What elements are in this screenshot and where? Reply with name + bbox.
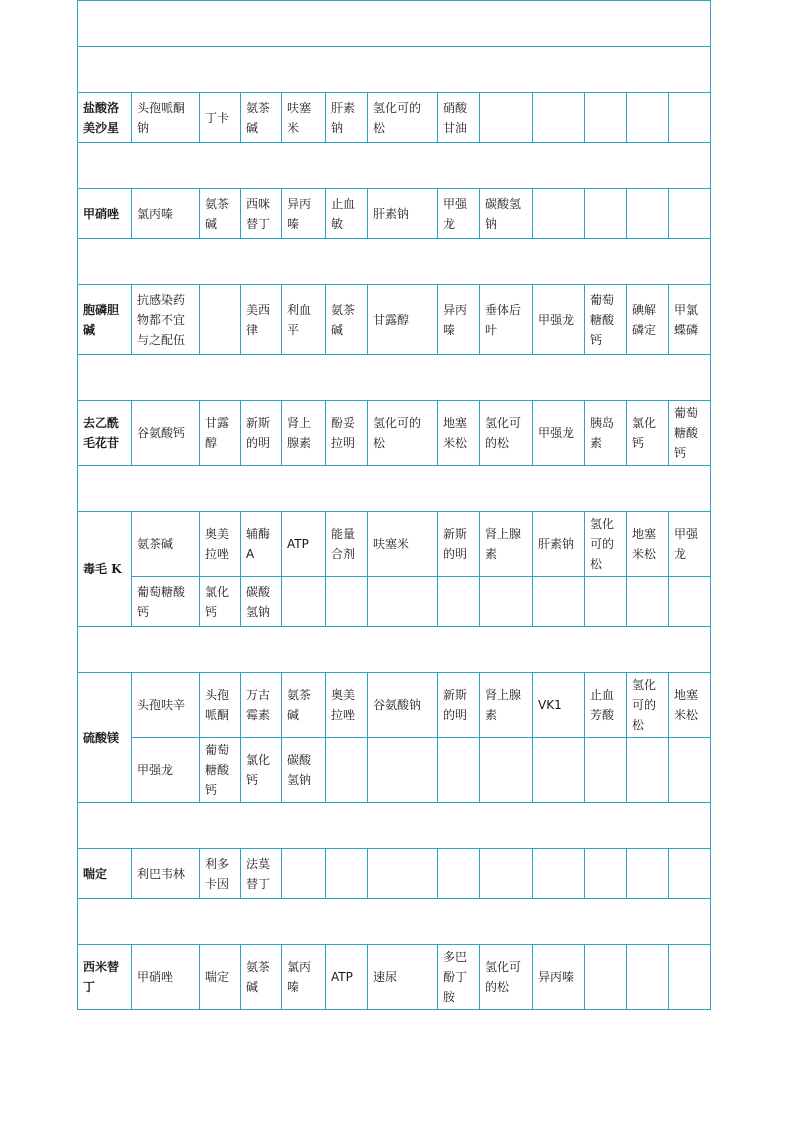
incompatible-drug-cell: 法莫替丁: [241, 849, 282, 899]
incompatible-drug-cell: 止血敏: [326, 189, 368, 239]
incompatible-drug-cell: [585, 849, 627, 899]
incompatible-drug-cell: 氯化钙: [200, 577, 241, 627]
incompatible-drug-cell: 辅酶A: [241, 512, 282, 577]
incompatible-drug-cell: 新斯的明: [241, 401, 282, 466]
spacer-row: [78, 355, 711, 401]
incompatible-drug-cell: 甲强龙: [132, 738, 200, 803]
spacer-row: [78, 47, 711, 93]
incompatible-drug-cell: [627, 945, 669, 1010]
incompatible-drug-cell: [368, 849, 438, 899]
incompatible-drug-cell: 硝酸甘油: [438, 93, 480, 143]
spacer-row: [78, 239, 711, 285]
incompatible-drug-cell: 肾上腺素: [480, 512, 533, 577]
incompatible-drug-cell: 西咪替丁: [241, 189, 282, 239]
incompatible-drug-cell: 肝素钠: [326, 93, 368, 143]
incompatible-drug-cell: 葡萄糖酸钙: [669, 401, 711, 466]
incompatible-drug-cell: 异丙嗪: [533, 945, 585, 1010]
incompatible-drug-cell: 氨茶碱: [132, 512, 200, 577]
incompatible-drug-cell: 异丙嗪: [282, 189, 326, 239]
incompatible-drug-cell: [585, 738, 627, 803]
incompatible-drug-cell: 地塞米松: [669, 673, 711, 738]
table-row: [78, 738, 711, 803]
incompatible-drug-cell: 肝素钠: [368, 189, 438, 239]
incompatible-drug-cell: [669, 738, 711, 803]
incompatible-drug-cell: [585, 93, 627, 143]
incompatible-drug-cell: 胰岛素: [585, 401, 627, 466]
incompatible-drug-cell: 甘露醇: [368, 285, 438, 355]
incompatible-drug-cell: 氢化可的松: [627, 673, 669, 738]
table-row: [78, 401, 711, 466]
incompatible-drug-cell: 垂体后叶: [480, 285, 533, 355]
incompatible-drug-cell: [669, 945, 711, 1010]
spacer-row: [78, 143, 711, 189]
incompatible-drug-cell: [627, 577, 669, 627]
incompatible-drug-cell: [533, 738, 585, 803]
incompatible-drug-cell: 甲强龙: [533, 401, 585, 466]
spacer-cell: [78, 803, 711, 849]
incompatible-drug-cell: 氨茶碱: [326, 285, 368, 355]
drug-incompatibility-table: [77, 0, 711, 1010]
incompatible-drug-cell: [585, 945, 627, 1010]
incompatible-drug-cell: [438, 577, 480, 627]
incompatible-drug-cell: 谷氨酸钠: [368, 673, 438, 738]
incompatible-drug-cell: 氯丙嗪: [282, 945, 326, 1010]
spacer-cell: [78, 466, 711, 512]
incompatible-drug-cell: [533, 849, 585, 899]
table-row: [78, 945, 711, 1010]
incompatible-drug-cell: 美西律: [241, 285, 282, 355]
incompatible-drug-cell: 酚妥拉明: [326, 401, 368, 466]
table-row: [78, 849, 711, 899]
incompatible-drug-cell: [585, 189, 627, 239]
incompatible-drug-cell: 地塞米松: [438, 401, 480, 466]
incompatible-drug-cell: [438, 849, 480, 899]
incompatible-drug-cell: [326, 849, 368, 899]
incompatible-drug-cell: [585, 577, 627, 627]
incompatible-drug-cell: [282, 849, 326, 899]
incompatible-drug-cell: [669, 849, 711, 899]
incompatible-drug-cell: [480, 738, 533, 803]
drug-name-cell: 西米替丁: [78, 945, 132, 1010]
incompatible-drug-cell: 万古霉素: [241, 673, 282, 738]
incompatible-drug-cell: 氢化可的松: [368, 93, 438, 143]
incompatible-drug-cell: [480, 849, 533, 899]
table-row: [78, 93, 711, 143]
incompatible-drug-cell: [669, 577, 711, 627]
incompatible-drug-cell: 氨茶碱: [282, 673, 326, 738]
incompatible-drug-cell: 碘解磷定: [627, 285, 669, 355]
spacer-row: [78, 899, 711, 945]
incompatible-drug-cell: 碳酸氢钠: [480, 189, 533, 239]
spacer-row: [78, 627, 711, 673]
incompatible-drug-cell: [326, 577, 368, 627]
incompatible-drug-cell: 葡萄糖酸钙: [132, 577, 200, 627]
incompatible-drug-cell: ATP: [282, 512, 326, 577]
table-row: [78, 285, 711, 355]
incompatible-drug-cell: 葡萄糖酸钙: [585, 285, 627, 355]
incompatible-drug-cell: [627, 738, 669, 803]
incompatible-drug-cell: 氢化可的松: [585, 512, 627, 577]
incompatible-drug-cell: [480, 577, 533, 627]
spacer-cell: [78, 143, 711, 189]
spacer-row: [78, 466, 711, 512]
incompatible-drug-cell: [480, 93, 533, 143]
incompatible-drug-cell: [627, 849, 669, 899]
spacer-cell: [78, 627, 711, 673]
incompatible-drug-cell: [533, 189, 585, 239]
incompatible-drug-cell: 头孢哌酮: [200, 673, 241, 738]
spacer-row: [78, 803, 711, 849]
incompatible-drug-cell: [368, 738, 438, 803]
incompatible-drug-cell: [669, 93, 711, 143]
drug-name-cell: 盐酸洛美沙星: [78, 93, 132, 143]
incompatible-drug-cell: [627, 189, 669, 239]
incompatible-drug-cell: [627, 93, 669, 143]
spacer-row: [78, 1, 711, 47]
incompatible-drug-cell: 甲强龙: [669, 512, 711, 577]
incompatible-drug-cell: 甲强龙: [533, 285, 585, 355]
incompatible-drug-cell: 甲强龙: [438, 189, 480, 239]
incompatible-drug-cell: 新斯的明: [438, 512, 480, 577]
drug-name-cell: 喘定: [78, 849, 132, 899]
incompatible-drug-cell: 葡萄糖酸钙: [200, 738, 241, 803]
incompatible-drug-cell: 甲硝唑: [132, 945, 200, 1010]
incompatible-drug-cell: 甲氯蝶磷: [669, 285, 711, 355]
drug-name-cell: 毒毛 K: [78, 512, 132, 627]
incompatible-drug-cell: 止血芳酸: [585, 673, 627, 738]
incompatible-drug-cell: 奥美拉唑: [200, 512, 241, 577]
drug-name-cell: 去乙酰毛花苷: [78, 401, 132, 466]
incompatible-drug-cell: 新斯的明: [438, 673, 480, 738]
drug-name-cell: 胞磷胆碱: [78, 285, 132, 355]
incompatible-drug-cell: 氨茶碱: [241, 945, 282, 1010]
incompatible-drug-cell: 甘露醇: [200, 401, 241, 466]
incompatible-drug-cell: [200, 285, 241, 355]
incompatible-drug-cell: 氨茶碱: [200, 189, 241, 239]
incompatible-drug-cell: 头孢呋辛: [132, 673, 200, 738]
incompatible-drug-cell: 呋塞米: [368, 512, 438, 577]
incompatible-drug-cell: [438, 738, 480, 803]
spacer-cell: [78, 47, 711, 93]
table-row: [78, 673, 711, 738]
incompatible-drug-cell: 肾上腺素: [480, 673, 533, 738]
incompatible-drug-cell: 氨茶碱: [241, 93, 282, 143]
incompatible-drug-cell: [368, 577, 438, 627]
incompatible-drug-cell: 氯化钙: [627, 401, 669, 466]
spacer-cell: [78, 1, 711, 47]
incompatible-drug-cell: 多巴酚丁胺: [438, 945, 480, 1010]
incompatible-drug-cell: 地塞米松: [627, 512, 669, 577]
incompatible-drug-cell: 氢化可的松: [480, 401, 533, 466]
incompatible-drug-cell: VK1: [533, 673, 585, 738]
incompatible-drug-cell: 肾上腺素: [282, 401, 326, 466]
incompatible-drug-cell: 能量合剂: [326, 512, 368, 577]
incompatible-drug-cell: 氢化可的松: [368, 401, 438, 466]
drug-name-cell: 硫酸镁: [78, 673, 132, 803]
incompatible-drug-cell: 碳酸氢钠: [282, 738, 326, 803]
incompatible-drug-cell: 肝素钠: [533, 512, 585, 577]
incompatible-drug-cell: 碳酸氢钠: [241, 577, 282, 627]
incompatible-drug-cell: 氢化可的松: [480, 945, 533, 1010]
incompatible-drug-cell: ATP: [326, 945, 368, 1010]
incompatible-drug-cell: 谷氨酸钙: [132, 401, 200, 466]
drug-name-cell: 甲硝唑: [78, 189, 132, 239]
incompatible-drug-cell: [669, 189, 711, 239]
incompatible-drug-cell: 奥美拉唑: [326, 673, 368, 738]
spacer-cell: [78, 355, 711, 401]
incompatible-drug-cell: [533, 577, 585, 627]
incompatible-drug-cell: 呋塞米: [282, 93, 326, 143]
table-row: [78, 189, 711, 239]
incompatible-drug-cell: 抗感染药物都不宜与之配伍: [132, 285, 200, 355]
incompatible-drug-cell: [282, 577, 326, 627]
incompatible-drug-cell: 异丙嗪: [438, 285, 480, 355]
incompatible-drug-cell: [533, 93, 585, 143]
incompatible-drug-cell: 氯丙嗪: [132, 189, 200, 239]
incompatible-drug-cell: 利多卡因: [200, 849, 241, 899]
incompatible-drug-cell: 喘定: [200, 945, 241, 1010]
table-row: [78, 512, 711, 577]
spacer-cell: [78, 899, 711, 945]
table-row: [78, 577, 711, 627]
incompatible-drug-cell: 丁卡: [200, 93, 241, 143]
incompatible-drug-cell: 利血平: [282, 285, 326, 355]
incompatible-drug-cell: 速尿: [368, 945, 438, 1010]
incompatible-drug-cell: [326, 738, 368, 803]
spacer-cell: [78, 239, 711, 285]
incompatible-drug-cell: 利巴韦林: [132, 849, 200, 899]
incompatible-drug-cell: 氯化钙: [241, 738, 282, 803]
incompatible-drug-cell: 头孢哌酮钠: [132, 93, 200, 143]
